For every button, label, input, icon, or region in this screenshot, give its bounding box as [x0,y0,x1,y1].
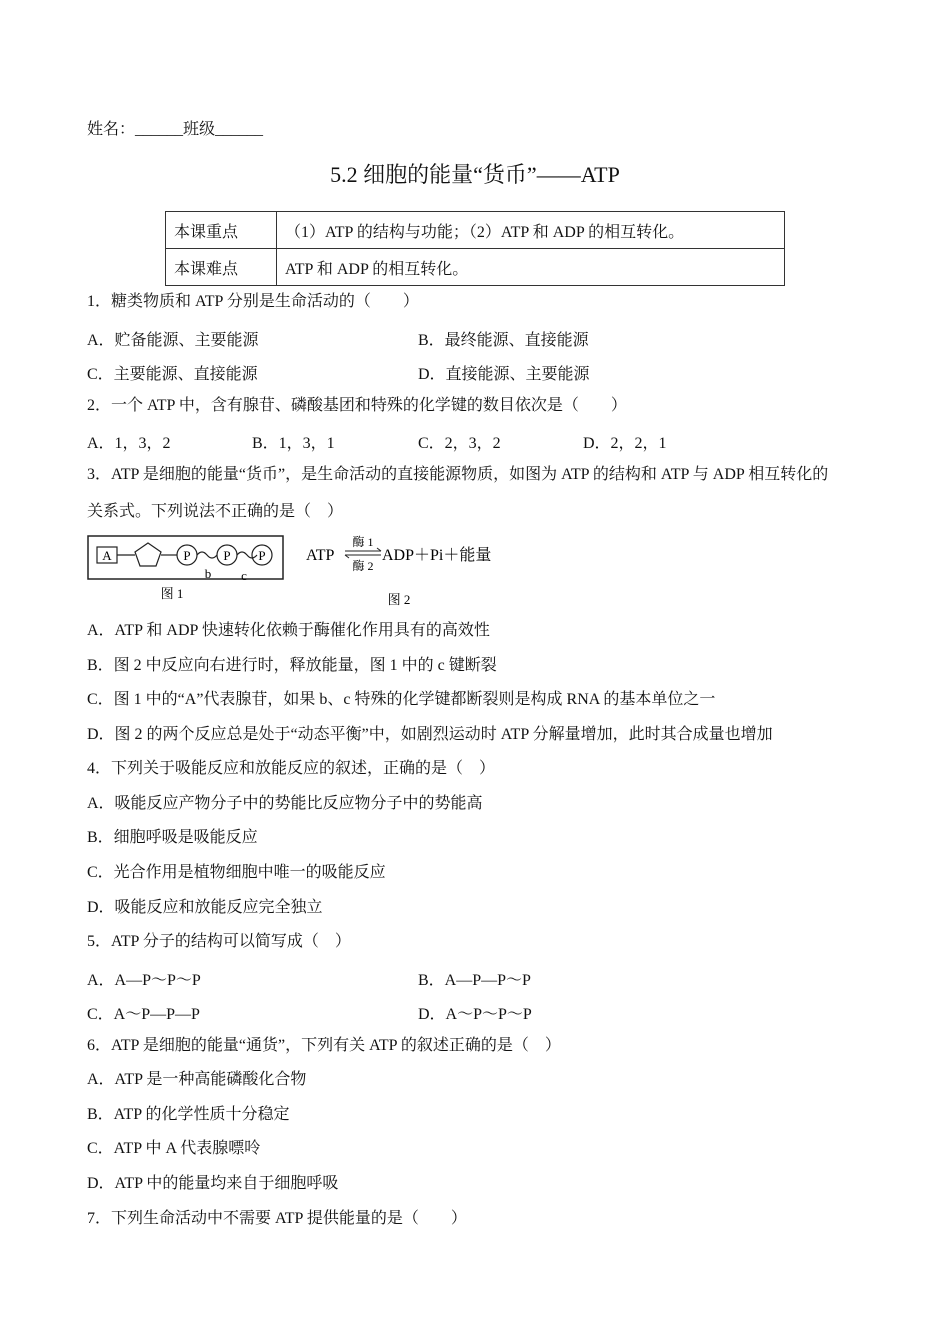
high-energy-bond-b [197,552,217,558]
question-5-stem: 5．ATP 分子的结构可以简写成（ ） [87,933,351,950]
table-cell-label: 本课重点 [166,212,277,249]
question-3-stem-line1: 3．ATP 是细胞的能量“货币”，是生命活动的直接能源物质，如图为 ATP 的结构和 ATP 与 ADP 相互转化的 [87,466,829,483]
question-1-option-a: A．贮备能源、主要能源 [87,332,259,349]
question-6-option-d: D．ATP 中的能量均来自于细胞呼吸 [87,1175,339,1192]
enzyme-2-label: 酶 2 [352,559,374,573]
table-row [166,249,785,286]
question-4-option-b: B．细胞呼吸是吸能反应 [87,829,258,846]
phosphate-1-label: P [183,548,191,563]
question-2-option-a: A．1，3，2 [87,435,171,452]
question-4-stem: 4．下列关于吸能反应和放能反应的叙述，正确的是（ ） [87,760,496,777]
table-cell-content: ATP 和 ADP 的相互转化。 [277,249,785,286]
question-1-option-d: D．直接能源、主要能源 [418,366,590,383]
question-4-option-d: D．吸能反应和放能反应完全独立 [87,899,323,916]
question-3-stem-line2: 关系式。下列说法不正确的是（ ） [87,503,344,520]
question-2-option-b: B．1，3，1 [252,435,335,452]
question-1-option-b: B．最终能源、直接能源 [418,332,589,349]
question-6-option-c: C．ATP 中 A 代表腺嘌呤 [87,1140,261,1157]
question-5-option-a: A．A—P～P～P [87,972,201,989]
question-7-stem: 7．下列生命活动中不需要 ATP 提供能量的是（ ） [87,1210,467,1227]
question-6-stem: 6．ATP 是细胞的能量“通货”，下列有关 ATP 的叙述正确的是（ ） [87,1037,561,1054]
question-3-option-b: B．图 2 中反应向右进行时，释放能量，图 1 中的 c 键断裂 [87,657,497,674]
table-cell-content: （1）ATP 的结构与功能；（2）ATP 和 ADP 的相互转化。 [277,212,785,249]
figure-1-atp-structure [88,536,283,601]
bond-c-label: c [241,568,247,583]
name-class-line: 姓名：______班级______ [87,121,264,138]
question-1-option-c: C．主要能源、直接能源 [87,366,258,383]
phosphate-2-label: P [223,548,231,563]
table-cell-label: 本课难点 [166,249,277,286]
reaction-left: ATP [306,547,335,564]
question-2-stem: 2．一个 ATP 中，含有腺苷、磷酸基团和特殊的化学键的数目依次是（ ） [87,397,627,414]
figure-2-reaction [306,534,491,607]
adenine-label: A [102,548,112,563]
reaction-right: ADP＋Pi＋能量 [382,547,492,564]
question-6-option-b: B．ATP 的化学性质十分稳定 [87,1106,290,1123]
question-3-option-d: D．图 2 的两个反应总是处于“动态平衡”中，如剧烈运动时 ATP 分解量增加，此时其合成量也增加 [87,726,773,743]
bond-b-label: b [204,566,212,581]
key-points-table [165,211,785,286]
question-5-option-b: B．A—P—P～P [418,972,531,989]
atp-figure [87,534,517,614]
question-1-stem: 1．糖类物质和 ATP 分别是生命活动的（ ） [87,293,419,310]
question-6-option-a: A．ATP 是一种高能磷酸化合物 [87,1071,307,1088]
question-5-option-c: C．A～P—P—P [87,1006,200,1023]
enzyme-1-label: 酶 1 [352,535,374,549]
question-3-option-c: C．图 1 中的“A”代表腺苷，如果 b、c 特殊的化学键都断裂则是构成 RNA 的基本单位之一 [87,691,716,708]
ribose-pentagon [135,543,161,566]
question-4-option-a: A．吸能反应产物分子中的势能比反应物分子中的势能高 [87,795,483,812]
question-3-option-a: A．ATP 和 ADP 快速转化依赖于酶催化作用具有的高效性 [87,622,490,639]
table-row [166,212,785,249]
figure-1-caption: 图 1 [160,586,184,601]
phosphate-3-label: P [258,548,266,563]
figure-2-caption: 图 2 [387,592,411,607]
question-2-option-c: C．2，3，2 [418,435,501,452]
question-5-option-d: D．A～P～P～P [418,1006,532,1023]
high-energy-bond-c [237,552,257,558]
page-title: 5.2 细胞的能量“货币”——ATP [330,162,620,187]
question-4-option-c: C．光合作用是植物细胞中唯一的吸能反应 [87,864,386,881]
question-2-option-d: D．2，2，1 [583,435,667,452]
